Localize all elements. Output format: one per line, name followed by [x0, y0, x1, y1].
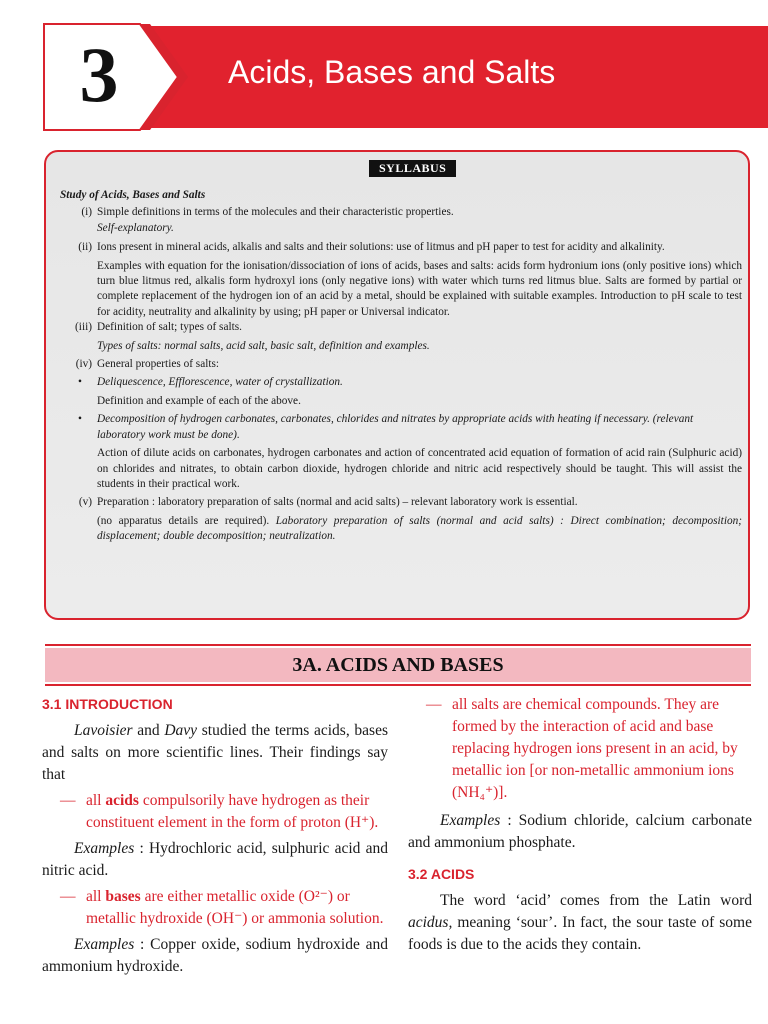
acids-paragraph: [408, 890, 752, 956]
chapter-number: 3: [79, 31, 119, 118]
section-banner: [45, 648, 751, 682]
salts-text: all salts are chemical compounds. They are formed by the interaction of acid and base replacing hydrogen ions present in an acid, by metallic ion [or non-metallic ammonium ions (NH₄⁺)].: [452, 696, 738, 801]
banner-rule-top: [45, 644, 751, 646]
bases-post: are either metallic oxide (O²⁻) or metallic hydroxide (OH⁻) or ammonia solution.: [86, 888, 384, 927]
acids-heading: 3.2 ACIDS: [408, 866, 475, 882]
banner-rule-bottom: [45, 684, 751, 686]
acids-examples: [42, 838, 388, 882]
name-davy: Davy: [164, 722, 198, 739]
syllabus-note-iv-1: Definition and example of each of the above.: [97, 394, 301, 407]
acids-pre: all: [86, 792, 106, 809]
syllabus-note-iii: Types of salts: normal salts, acid salt, basic salt, definition and examples.: [97, 339, 430, 352]
syllabus-item-iii: [60, 320, 742, 335]
right-column: [408, 694, 752, 956]
dash-icon: —: [60, 888, 76, 905]
syllabus-para-ii: Examples with equation for the ionisation/dissociation of ions of acids, bases and salts: acids form hydronium ions (only positive ions) which turn blue litmus red, alkalis form hydroxyl ions (only negative ions) with water which turns red litmus blue. Salts are formed by partial or complete replacement of the hydrogen ion of an acid by a metal, should be explained with suitable examples. Introduction to pH scale to test for acidity, neutrality and alkalinity by using; pH paper or Universal indicator.: [97, 259, 742, 318]
bullet-text: Decomposition of hydrogen carbonates, carbonates, chlorides and nitrates by appropriate acids with heating if necessary. (relevant laboratory work must be done).: [97, 413, 694, 441]
examples-label: Examples: [74, 936, 135, 953]
bullet-icon: •: [78, 413, 82, 426]
intro-and: and: [132, 722, 165, 739]
acids-post: compulsorily have hydrogen as their constituent element in the form of proton (H⁺).: [86, 792, 379, 831]
item-number: (ii): [78, 241, 92, 254]
bullet-icon: •: [78, 376, 82, 389]
chapter-title: Acids, Bases and Salts: [228, 54, 556, 90]
intro-heading: 3.1 INTRODUCTION: [42, 696, 173, 712]
bases-definition: [42, 886, 388, 930]
item-text: Preparation : laboratory preparation of salts (normal and acid salts) – relevant laboratory work is essential.: [97, 496, 578, 509]
syllabus-item-v: [60, 495, 742, 510]
bases-examples: [42, 934, 388, 978]
note-italic: Laboratory preparation of salts (normal and acid salts) : Direct combination; decomposition; displacement; double decomposition; neutralization.: [97, 514, 743, 543]
item-number: (iii): [75, 321, 92, 334]
examples-text: : Sodium chloride, calcium carbonate and ammonium phosphate.: [408, 812, 752, 851]
syllabus-content: [60, 188, 742, 545]
item-text: General properties of salts:: [97, 358, 220, 371]
acids-text-b: meaning ‘sour’. In fact, the sour taste of some foods is due to the acids they contain.: [408, 914, 752, 953]
syllabus-item-ii: [60, 240, 742, 255]
intro-text: studied the terms acids, bases and salts on more scientific lines. Their findings say that: [42, 722, 388, 783]
examples-label: Examples: [74, 840, 135, 857]
latin-word: acidus,: [408, 914, 453, 931]
syllabus-note-i: Self-explanatory.: [97, 221, 174, 234]
syllabus-item-iv: [60, 357, 742, 372]
item-number: (i): [81, 206, 92, 219]
item-text: Definition of salt; types of salts.: [97, 321, 242, 334]
item-text: Simple definitions in terms of the molecules and their characteristic properties.: [97, 206, 454, 219]
intro-paragraph: [42, 720, 388, 786]
syllabus-bullet-2: [60, 412, 742, 443]
item-number: (v): [78, 496, 92, 509]
note-plain: (no apparatus details are required).: [97, 514, 276, 527]
bullet-text: Deliquescence, Efflorescence, water of crystallization.: [97, 376, 343, 389]
syllabus-box: [44, 150, 750, 620]
syllabus-heading: Study of Acids, Bases and Salts: [60, 189, 206, 201]
dash-icon: —: [60, 792, 76, 809]
syllabus-bullet-1: [60, 375, 742, 390]
examples-text: : Copper oxide, sodium hydroxide and ammonium hydroxide.: [42, 936, 388, 975]
syllabus-item-i: [60, 205, 742, 220]
syllabus-label: SYLLABUS: [369, 160, 456, 177]
salts-examples: [408, 810, 752, 854]
examples-label: Examples: [440, 812, 501, 829]
syllabus-note-v: [60, 514, 742, 545]
dash-icon: —: [426, 696, 442, 713]
section-title: 3A. ACIDS AND BASES: [292, 654, 504, 676]
acids-word: acids: [105, 792, 139, 809]
syllabus-para-iv-2: Action of dilute acids on carbonates, hydrogen carbonates and action of concentrated acid equation of formation of acid rain (Sulphuric acid) on chlorides and nitrates, to obtain carbon dioxide, hydrogen chloride and nitric acid respectively should be taught. This will assist the students in their practical work.: [97, 447, 742, 490]
acids-definition: [42, 790, 388, 834]
bases-word: bases: [105, 888, 141, 905]
item-number: (iv): [75, 358, 92, 371]
bases-pre: all: [86, 888, 106, 905]
salts-definition: [408, 694, 752, 804]
item-text: Ions present in mineral acids, alkalis and salts and their solutions: use of litmus and pH paper to test for acidity and alkalinity.: [97, 241, 665, 254]
chapter-header: [0, 0, 768, 140]
examples-text: : Hydrochloric acid, sulphuric acid and nitric acid.: [42, 840, 388, 879]
left-column: [42, 694, 388, 978]
name-lavoisier: Lavoisier: [74, 722, 133, 739]
acids-text-a: The word ‘acid’ comes from the Latin word: [440, 892, 752, 909]
